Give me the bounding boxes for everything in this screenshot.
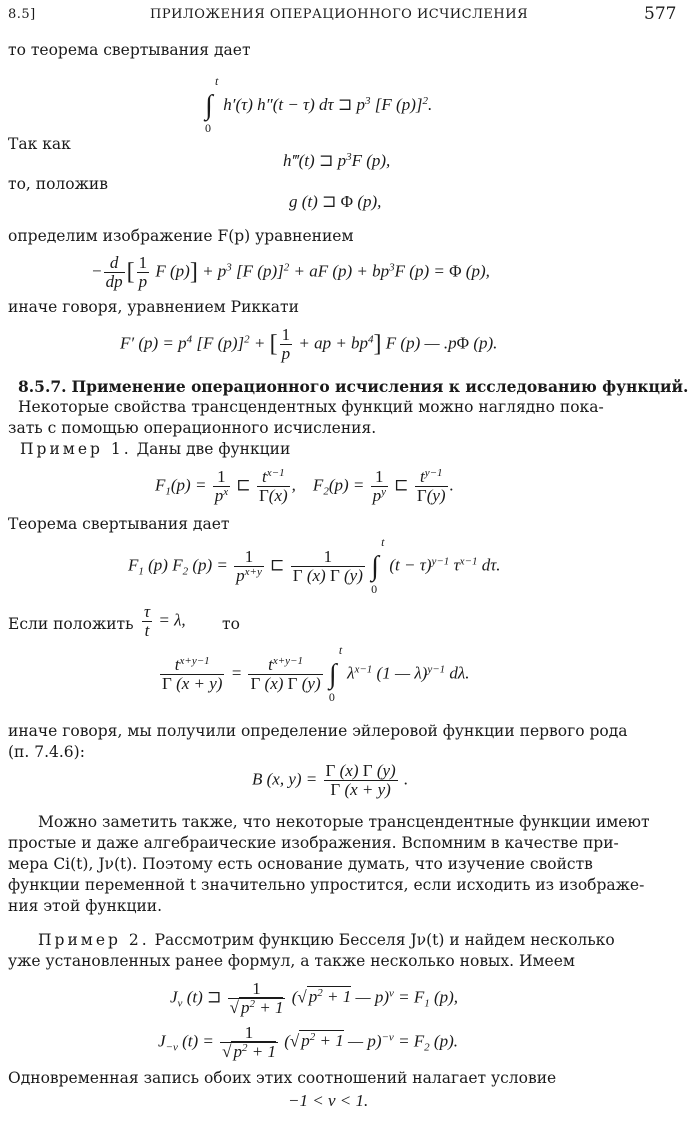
paragraph-3: то, положив (8, 175, 108, 193)
paragraph-conv: Теорема свертывания дает (8, 515, 230, 533)
paragraph-1: то теорема свертывания дает (8, 41, 251, 59)
equation-h3: h‴(t) ⊐ $p^3F$ (p), (283, 151, 391, 170)
paragraph-4: определим изображение F(p) уравнением (8, 227, 354, 245)
header-title: ПРИЛОЖЕНИЯ ОПЕРАЦИОННОГО ИСЧИСЛЕНИЯ (150, 7, 529, 22)
paragraph-euler-2: (п. 7.4.6): (8, 743, 85, 761)
remark-line-5: ния этой функции. (8, 897, 163, 915)
page-number: 577 (644, 4, 677, 24)
paragraph-euler-1: иначе говоря, мы получили определение эйлеровой функции первого рода (8, 722, 628, 740)
example-2-label: Пример 2. (38, 931, 150, 949)
equation-g: g (t) ⊐ Φ (p), (289, 192, 382, 211)
paragraph-5: иначе говоря, уравнением Риккати (8, 298, 299, 316)
paragraph-then: то (222, 615, 240, 633)
example-2-text: Рассмотрим функцию Бесселя Jν(t) и найдем несколько (154, 931, 615, 949)
equation-product: $F_1$ (p) $F_2$ (p) = $\frac{1}{p^{x+y}}$ ⊏ $\frac{1}{\Gamma (x) \Gamma (y)}$ ∫ t 0 $(t - \tau)^{y-1}$ $\tau^{x-1}$ dτ. (128, 534, 501, 596)
example-1-text: Даны две функции (136, 440, 291, 458)
header-section: 8.5] (8, 7, 36, 22)
equation-bessel-negative: $J_{-\nu}$ (t) = $\frac{1}{√ p^2 + 1}$ (√ $p^2 + 1$ — $p)^{-\nu} = F_2$ (p). (158, 1023, 458, 1061)
equation-beta: B (x, y) = $\frac{\Gamma (x) \Gamma (y)}{\Gamma (x + y)}$ . (252, 761, 409, 799)
remark-line-3: мера Ci(t), Jν(t). Поэтому есть основание думать, что изучение свойств (8, 855, 593, 873)
example-1-line (20, 439, 290, 460)
equation-riccati-2: F′ $(p) = p^4$ [F (p)]$^2$ + [ $\frac{1}{p}$ + ap + $bp^4$] F (p) — .pΦ (p). (120, 325, 498, 363)
equation-bessel-positive: $J_\nu$ (t) ⊐ $\frac{1}{√ p^2 + 1}$ (√ $p^2 + 1$ — $p)^\nu = F_1$ (p), (170, 979, 459, 1017)
paragraph-final: Одновременная запись обоих этих соотношений налагает условие (8, 1069, 557, 1087)
example-2-line (38, 930, 615, 951)
equation-f1-f2: $F_1(p)$ = $\frac{1}{p^x}$ ⊏ $\frac{t^{x-1}}{\Gamma(x)}$ , $F_2(p)$ = $\frac{1}{p^y}$ ⊏ $\frac{t^{y-1}}{\Gamma(y)}$ . (155, 467, 454, 505)
paragraph-ifset: Если положить (8, 615, 134, 633)
section-text-1: Некоторые свойства трансцендентных функций можно наглядно пока- (18, 398, 604, 416)
section-number: 8.5.7. (18, 377, 67, 396)
equation-condition: −1 < ν < 1. (288, 1091, 369, 1110)
equation-convolution: ∫ t 0 h′(τ) h″(t − τ) dτ ⊐ $p^3$ [F (p)]$^2$. (205, 74, 433, 135)
equation-riccati-1: − $\frac{d}{dp}$ [ $\frac{1}{p}$ F $(p)] + p^3$ [F (p)]$^2$ + aF $(p) + bp^3F$ (p) = Φ (p), (92, 253, 490, 291)
section-heading-line (18, 376, 688, 398)
example-2-line-2: уже установленных ранее формул, а также несколько новых. Имеем (8, 952, 575, 970)
paragraph-2: Так как (8, 135, 71, 153)
section-text-2: зать с помощью операционного исчисления. (8, 419, 377, 437)
example-1-label: Пример 1. (20, 440, 132, 458)
remark-line-1: Можно заметить также, что некоторые трансцендентные функции имеют (38, 813, 650, 831)
section-title: Применение операционного исчисления к исследованию функций. (71, 377, 689, 396)
equation-beta-integral: $\frac{t^{x+y-1}}{\Gamma (x + y)}$ = $\frac{t^{x+y-1}}{\Gamma (x) \Gamma (y)}$ ∫ t 0 $\lambda^{x-1}$ (1 — λ)$^{y-1}$ dλ. (162, 642, 470, 704)
remark-line-2: простые и даже алгебраические изображения. Вспомним в качестве при- (8, 834, 619, 852)
equation-lambda: $\frac{\tau}{t}$ = λ, (144, 602, 186, 640)
remark-line-4: функции переменной t значительно упростится, если исходить из изображе- (8, 876, 645, 894)
